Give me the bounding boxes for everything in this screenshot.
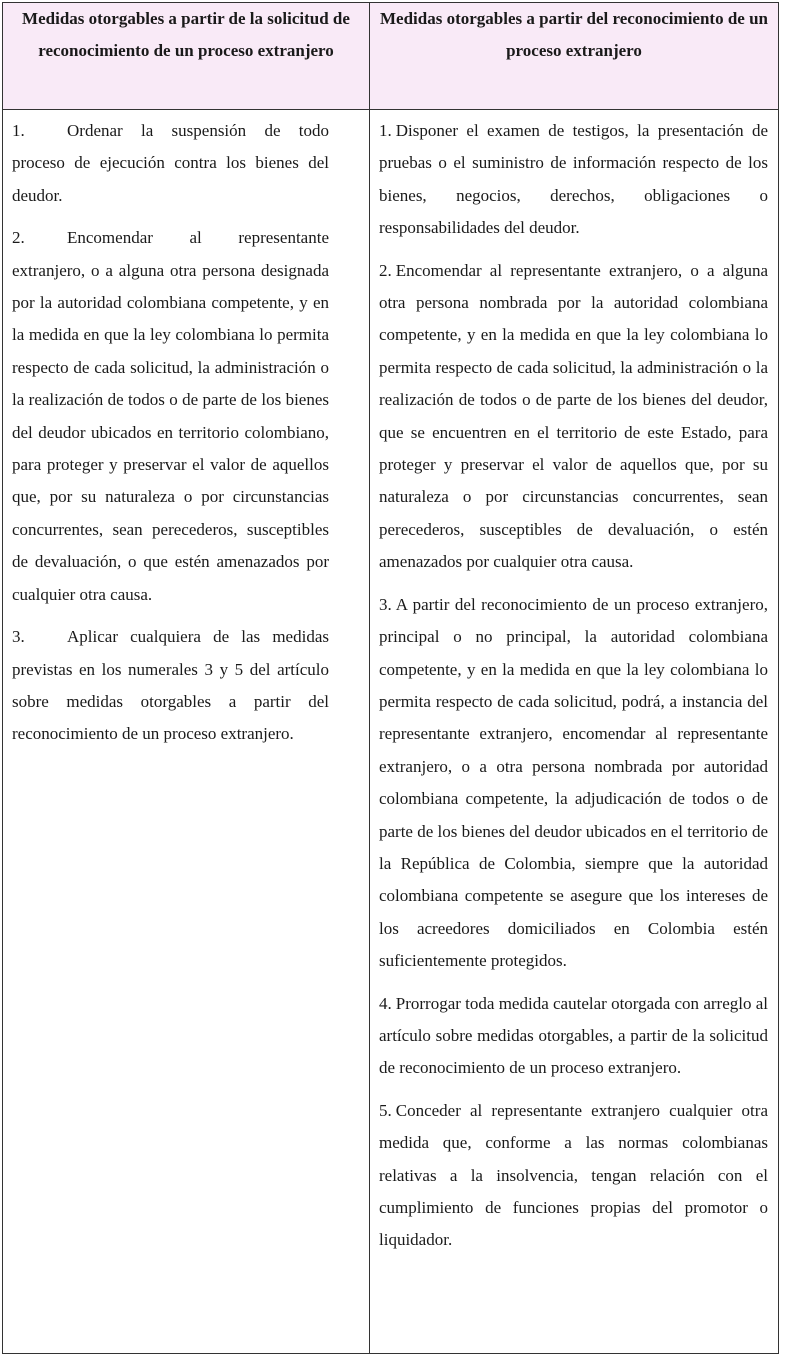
left-item-2: [12, 222, 329, 611]
left-column: [3, 110, 370, 1353]
header-right: Medidas otorgables a partir del reconocimiento de un proceso extranjero: [370, 3, 778, 110]
left-item-1: [12, 115, 329, 212]
left-item-3: [12, 621, 329, 751]
right-item-4: [379, 988, 768, 1085]
item-number: 4.: [379, 993, 392, 1013]
measures-table: [2, 2, 779, 1354]
item-text: Prorrogar toda medida cautelar otorgada con arreglo al artículo sobre medidas otorgables, a partir de la solicitud de reconocimiento de un proceso extranjero.: [379, 993, 768, 1078]
item-number: 5.: [379, 1100, 392, 1120]
right-item-1: [379, 115, 768, 245]
right-item-2: [379, 255, 768, 579]
item-number: 2.: [12, 228, 25, 248]
item-number: 1.: [379, 121, 392, 140]
right-item-3: [379, 589, 768, 978]
item-number: 3.: [379, 594, 392, 614]
item-number: 2.: [379, 260, 392, 280]
header-left: Medidas otorgables a partir de la solicitud de reconocimiento de un proceso extranjero: [3, 3, 370, 110]
item-text: Conceder al representante extranjero cualquier otra medida que, conforme a las normas colombianas relativas a la insolvencia, tengan relación con el cumplimiento de funciones propias del promotor o liquidador.: [379, 1100, 768, 1250]
item-text: Disponer el examen de testigos, la presentación de pruebas o el suministro de información respecto de los bienes, negocios, derechos, obligaciones o responsabilidades del deudor.: [379, 121, 768, 238]
item-number: 1.: [12, 121, 25, 140]
item-number: 3.: [12, 627, 25, 647]
right-item-5: [379, 1095, 768, 1257]
item-text: A partir del reconocimiento de un proceso extranjero, principal o no principal, la autoridad colombiana competente, y en la medida en que la ley colombiana lo permita respecto de cada solicitud, podrá, a instancia del representante extranjero, encomendar al representante extranjero, o a otra persona nombrada por autoridad colombiana competente, la adjudicación de todos o de parte de los bienes del deudor ubicados en el territorio de la República de Colombia, siempre que la autoridad colombiana competente se asegure que los intereses de los acreedores domiciliados en Colombia estén suficientemente protegidos.: [379, 594, 768, 971]
item-text: Ordenar la suspensión de todo proceso de ejecución contra los bienes del deudor.: [12, 121, 329, 205]
item-text: Encomendar al representante extranjero, o a alguna otra persona nombrada por la autoridad colombiana competente, y en la medida en que la ley colombiana lo permita respecto de cada solicitud, la administración o la realización de todos o de parte de los bienes del deudor, que se encuentren en el territorio de este Estado, para proteger y preservar el valor de aquellos que, por su naturaleza o por circunstancias concurrentes, sean perecederos, susceptibles de devaluación, o estén amenazados por cualquier otra causa.: [379, 260, 768, 572]
item-text: Aplicar cualquiera de las medidas previstas en los numerales 3 y 5 del artículo sobre medidas otorgables a partir del reconocimiento de un proceso extranjero.: [12, 627, 329, 744]
item-text: Encomendar al representante extranjero, o a alguna otra persona designada por la autoridad colombiana competente, y en la medida en que la ley colombiana lo permita respecto de cada solicitud, la administración o la realización de todos o de parte de los bienes del deudor ubicados en territorio colombiano, para proteger y preservar el valor de aquellos que, por su naturaleza o por circunstancias concurrentes, sean perecederos, susceptibles de devaluación, o que estén amenazados por cualquier otra causa.: [12, 228, 329, 604]
right-column: [370, 110, 778, 1353]
